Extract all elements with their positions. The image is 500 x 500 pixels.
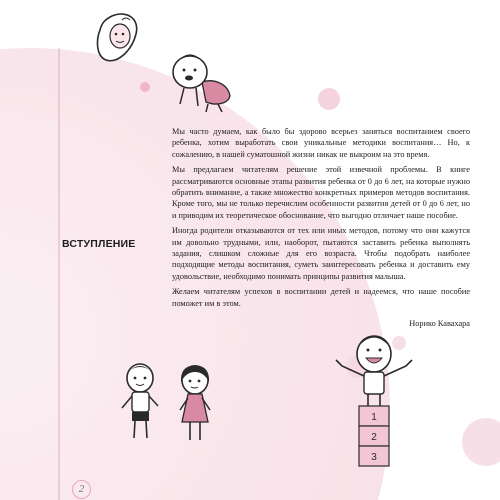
paragraph: Иногда родители отказываются от тех или иных методов, потому что они кажутся им довольно трудными, или, наоборот, пытаются заставить ребенка выполнять задания, слишком сложные для его возраста. Чтобы подобрать наиболее подходящие методы воспитания, суметь заинтересовать ребенка и доставить ему удовольствие, необходимо понимать принципы развития малыша.: [172, 226, 470, 281]
author-signature: Норико Кавахара: [409, 318, 470, 328]
child-on-blocks-illustration: [328, 332, 420, 472]
crawling-baby-illustration: [168, 52, 238, 116]
decor-dot: [140, 82, 150, 92]
svg-text:2: 2: [371, 432, 377, 443]
svg-text:1: 1: [371, 412, 377, 423]
decor-dot: [318, 88, 340, 110]
paragraph: Мы часто думаем, как было бы здорово всерьез заняться воспитанием своего ребенка, хотим выработать свои уникальные методики воспитания… Но, к сожалению, в нашей суматошной жизни никак не выкроим на это время.: [172, 127, 470, 159]
decor-dot: [462, 418, 500, 466]
section-heading: ВСТУПЛЕНИЕ: [62, 238, 136, 250]
page-number: 2: [72, 480, 91, 499]
girl-illustration: [168, 364, 222, 446]
body-text: [172, 126, 470, 334]
paragraph: Мы предлагаем читателям решение этой извечной проблемы. В книге рассматриваются основные этапы развития ребенка от 0 до 6 лет, на которые нужно обратить внимание, а также множество конкретных примеров методов воспитания. Кроме того, мы не только перечислим особенности развития детей от 0 до 6 лет, но и приводим их теоретическое обоснование, что выгодно отличает наше пособие.: [172, 165, 470, 220]
paragraph: Желаем читателям успехов в воспитании детей и надеемся, что наше пособие поможет им в этом.: [172, 287, 470, 308]
boy-illustration: [116, 362, 168, 444]
margin-line: [58, 48, 60, 500]
baby-pod-illustration: [92, 10, 148, 68]
svg-text:3: 3: [371, 452, 377, 463]
